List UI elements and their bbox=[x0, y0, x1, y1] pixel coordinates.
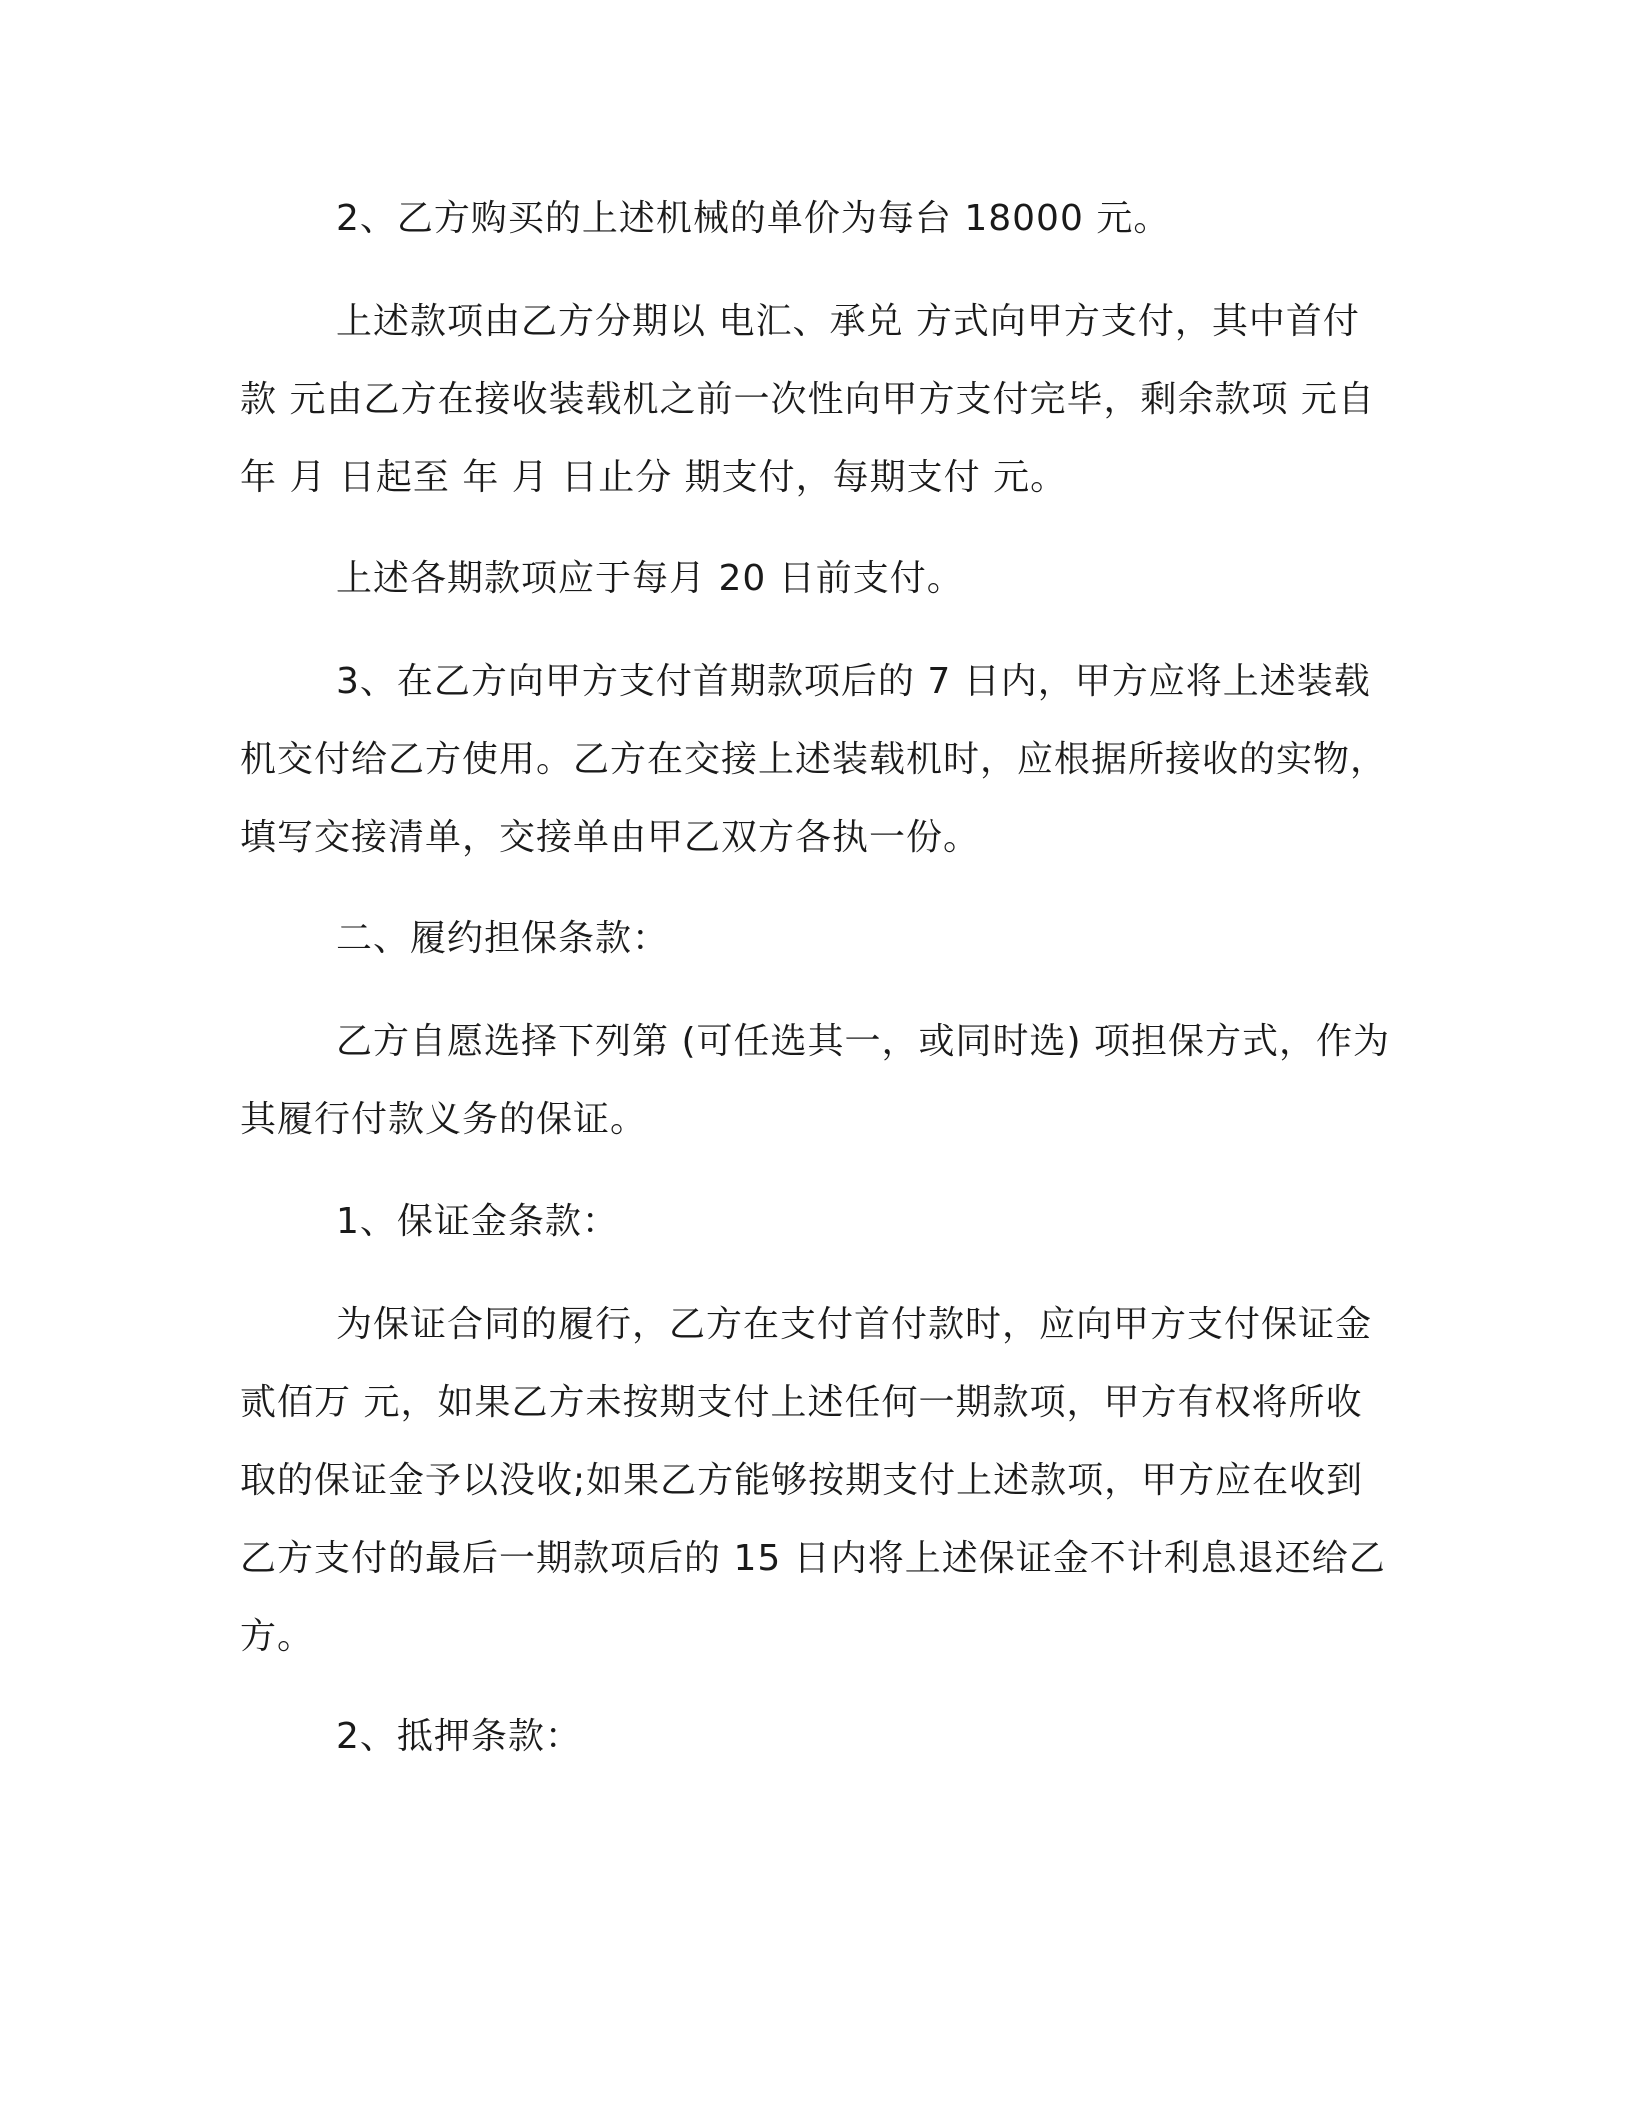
section-heading-guarantee: 二、履约担保条款： bbox=[336, 918, 670, 959]
paragraph-unit-price: 2、乙方购买的上述机械的单价为每台 18000 元。 bbox=[336, 198, 1171, 239]
paragraph-guarantee-choice: 乙方自愿选择下列第 (可任选其一，或同时选) 项担保方式，作为其履行付款义务的保证。 bbox=[240, 1021, 1390, 1140]
paragraph-payment-terms: 上述款项由乙方分期以 电汇、承兑 方式向甲方支付，其中首付款 元由乙方在接收装载机之前一次性向甲方支付完毕，剩余款项 元自年 月 日起至 年 月 日止分 期支付，每期支付 元。 bbox=[240, 301, 1375, 498]
subheading-mortgage: 2、抵押条款： bbox=[336, 1716, 582, 1757]
paragraph-payment-deadline: 上述各期款项应于每月 20 日前支付。 bbox=[336, 558, 964, 599]
subheading-deposit: 1、保证金条款： bbox=[336, 1201, 619, 1242]
paragraph-delivery: 3、在乙方向甲方支付首期款项后的 7 日内，甲方应将上述装载机交付给乙方使用。乙方在交接上述装载机时，应根据所接收的实物，填写交接清单，交接单由甲乙双方各执一份。 bbox=[240, 661, 1388, 858]
paragraph-deposit-terms: 为保证合同的履行，乙方在支付首付款时，应向甲方支付保证金贰佰万 元，如果乙方未按期支付上述任何一期款项，甲方有权将所收取的保证金予以没收;如果乙方能够按期支付上述款项，甲方应在收到乙方支付的最后一期款项后的 15 日内将上述保证金不计利息退还给乙方。 bbox=[240, 1304, 1386, 1657]
